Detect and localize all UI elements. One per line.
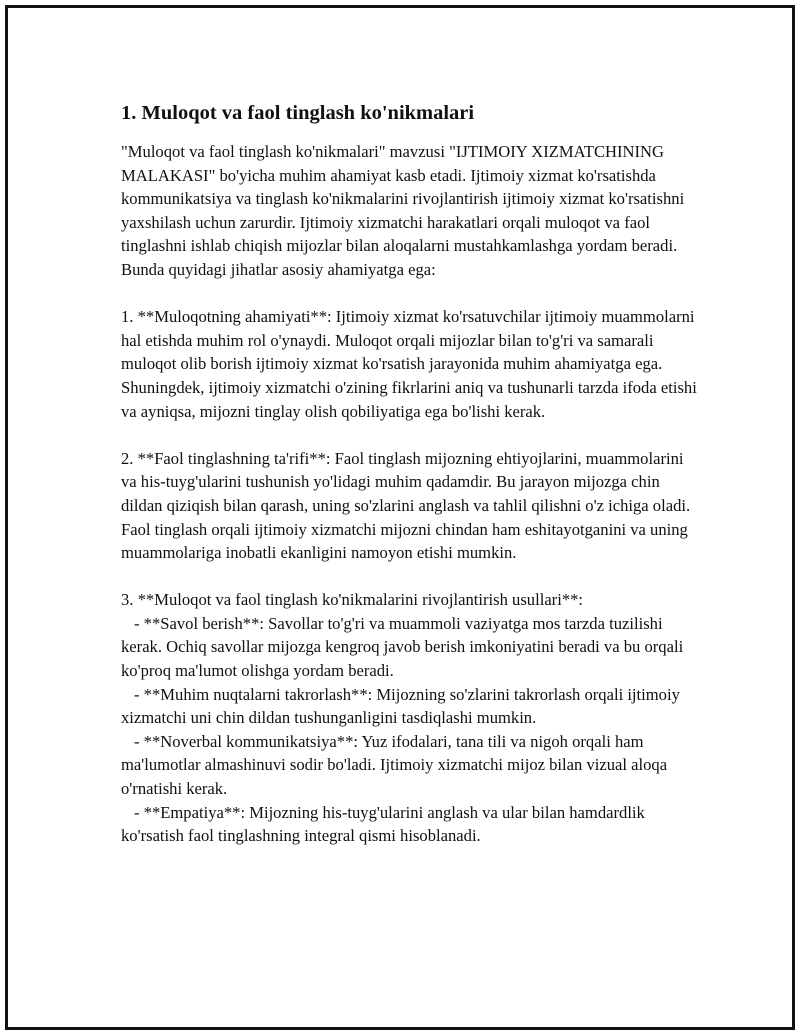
sub-item-text: - **Empatiya**: Mijozning his-tuyg'ularini anglash va ular bilan hamdardlik ko'rsatish faol tinglashning integral qismi hisoblanadi. — [121, 802, 645, 846]
section-heading: 1. Muloqot va faol tinglash ko'nikmalari — [121, 102, 475, 124]
sub-item-noverbal — [121, 730, 701, 801]
sub-item-savol-berish — [121, 612, 701, 683]
point-1-paragraph: 1. **Muloqotning ahamiyati**: Ijtimoiy xizmat ko'rsatuvchilar ijtimoiy muammolarni hal etishda muhim rol o'ynaydi. Muloqot orqali mijozlar bilan to'g'ri va samarali muloqot olib borish ijtimoiy xizmat ko'rsatish jarayonida muhim ahamiyatga ega. Shuningdek, ijtimoiy xizmatchi o'zining fikrlarini aniq va tushunarli tarzda ifoda etishi va ayniqsa, mijozni tinglay olish qobiliyatiga ega bo'lishi kerak. — [121, 307, 697, 421]
point-3-title: 3. **Muloqot va faol tinglash ko'nikmalarini rivojlantirish usullari**: — [121, 590, 584, 610]
sub-item-text: - **Savol berish**: Savollar to'g'ri va muammoli vaziyatga mos tarzda tuzilishi kerak. Ochiq savollar mijozga kengroq javob berish imkoniyatini beradi va bu orqali ko'proq ma'lumot olishga yordam beradi. — [121, 613, 684, 681]
document-body — [121, 100, 701, 848]
sub-item-text: - **Muhim nuqtalarni takrorlash**: Mijozning so'zlarini takrorlash orqali ijtimoiy xizmatchi uni chin dildan tushunganligini tasdiqlashi mumkin. — [121, 684, 680, 728]
point-2-paragraph: 2. **Faol tinglashning ta'rifi**: Faol tinglash mijozning ehtiyojlarini, muammolarini va his-tuyg'ularini tushunish yo'lidagi muhim qadamdir. Bu jarayon mijozga chin dildan qiziqish bilan qarash, uning so'zlarini anglash va tahlil qilishni o'z ichiga oladi. Faol tinglash orqali ijtimoiy xizmatchi mijozni chindan ham eshitayotganini va uning muammolariga inobatli ekanligini namoyon etishi mumkin. — [121, 448, 691, 563]
sub-item-text: - **Noverbal kommunikatsiya**: Yuz ifodalari, tana tili va nigoh orqali ham ma'lumotlar almashinuvi sodir bo'ladi. Ijtimoiy xizmatchi mijoz bilan vizual aloqa o'rnatishi kerak. — [121, 731, 668, 799]
point-3-block — [121, 588, 701, 848]
sub-item-empatiya — [121, 801, 701, 848]
page-frame — [5, 5, 795, 1030]
intro-paragraph: "Muloqot va faol tinglash ko'nikmalari" mavzusi "IJTIMOIY XIZMATCHINING MALAKASI" bo'yicha muhim ahamiyat kasb etadi. Ijtimoiy xizmat ko'rsatishda kommunikatsiya va tinglash ko'nikmalarini rivojlantirish ijtimoiy xizmat ko'rsatishni yaxshilash uchun zarurdir. Ijtimoiy xizmatchi harakatlari orqali muloqot va faol tinglashni ishlab chiqish mijozlar bilan aloqalarni mustahkamlashga yordam beradi. Bunda quyidagi jihatlar asosiy ahamiyatga ega: — [121, 142, 685, 279]
sub-item-takrorlash — [121, 683, 701, 730]
